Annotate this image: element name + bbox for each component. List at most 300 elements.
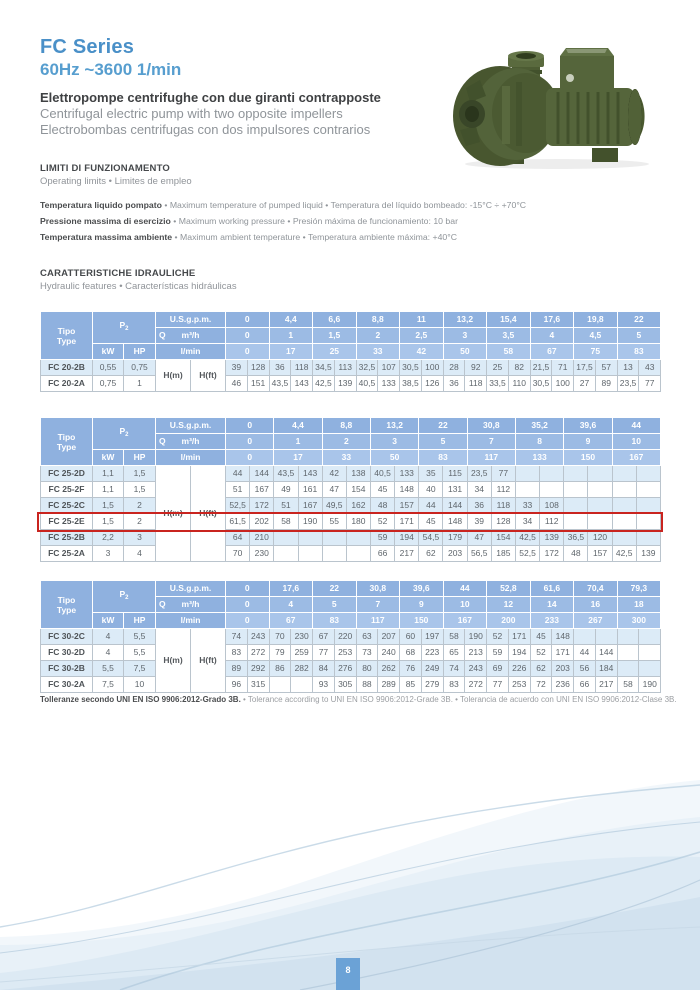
head-value-cell (269, 677, 291, 693)
head-value-cell: 72 (530, 677, 552, 693)
kw-value-cell: 1,1 (93, 482, 124, 498)
description-italian: Elettropompe centrifughe con due giranti contrapposte (40, 90, 381, 105)
kw-value-cell: 0,75 (93, 376, 124, 392)
head-value-cell: 96 (226, 677, 248, 693)
flow-header-gpm: 15,4 (487, 312, 531, 328)
hp-value-cell: 1,5 (124, 466, 156, 482)
flow-header-gpm: 8,8 (356, 312, 400, 328)
p2-header: $P_2$ (93, 312, 156, 344)
head-value-cell: 58 (617, 677, 639, 693)
flow-header-m3h: 7 (467, 434, 515, 450)
head-value-cell: 57 (595, 360, 617, 376)
head-value-cell: 100 (421, 360, 443, 376)
flow-header-gpm: 61,6 (530, 581, 574, 597)
head-value-cell (588, 482, 612, 498)
kw-header: kW (93, 344, 124, 360)
head-value-cell: 139 (636, 546, 660, 562)
head-value-cell (322, 530, 346, 546)
hp-header: HP (124, 613, 156, 629)
q-flow-label: Q (159, 436, 166, 446)
head-value-cell: 161 (298, 482, 322, 498)
head-value-cell: 89 (595, 376, 617, 392)
head-value-cell: 154 (346, 482, 370, 498)
head-value-cell: 190 (298, 514, 322, 530)
kw-value-cell: 0,55 (93, 360, 124, 376)
head-value-cell: 107 (378, 360, 400, 376)
head-value-cell: 108 (540, 498, 564, 514)
lmin-unit-label: l/min (156, 344, 226, 360)
head-value-cell: 203 (552, 661, 574, 677)
head-value-cell: 39 (226, 360, 248, 376)
flow-header-gpm: 44 (612, 418, 660, 434)
head-value-cell: 167 (250, 482, 274, 498)
head-value-cell: 30,5 (530, 376, 552, 392)
head-value-cell: 36,5 (564, 530, 588, 546)
head-value-cell: 279 (421, 677, 443, 693)
head-value-cell: 49,5 (322, 498, 346, 514)
head-value-cell: 151 (247, 376, 269, 392)
flow-header-gpm: 4,4 (274, 418, 322, 434)
head-value-cell: 190 (465, 629, 487, 645)
head-value-cell: 213 (465, 645, 487, 661)
head-value-cell: 249 (421, 661, 443, 677)
tolerance-footnote: Tolleranze secondo UNI EN ISO 9906:2012-Grado 3B. • Tolerance according to UNI EN ISO 9906:2012-Grade 3B. • Tolerancia de acuerdo con UNI EN ISO 9906:2012-Clase 3B. (40, 695, 677, 704)
head-value-cell: 172 (540, 546, 564, 562)
head-value-cell: 226 (508, 661, 530, 677)
flow-header-m3h: 1 (269, 328, 313, 344)
head-value-cell: 243 (465, 661, 487, 677)
kw-value-cell: 4 (93, 629, 124, 645)
head-value-cell (322, 546, 346, 562)
head-value-cell: 58 (443, 629, 465, 645)
flow-header-lmin: 167 (443, 613, 487, 629)
flow-header-lmin: 75 (574, 344, 618, 360)
limits-title: LIMITI DI FUNZIONAMENTO (40, 163, 171, 174)
head-value-cell: 43,5 (274, 466, 298, 482)
head-value-cell: 34,5 (313, 360, 335, 376)
flow-header-m3h: 14 (530, 597, 574, 613)
head-value-cell (540, 482, 564, 498)
head-value-cell: 143 (291, 376, 313, 392)
p2-header: $P_2$ (93, 581, 156, 613)
head-feet-label: H(ft) (191, 466, 226, 562)
flow-header-gpm: 79,3 (617, 581, 661, 597)
flow-header-lmin: 50 (443, 344, 487, 360)
head-value-cell: 86 (269, 661, 291, 677)
head-value-cell: 73 (356, 645, 378, 661)
kw-header: kW (93, 450, 124, 466)
m3h-unit-label: Q m³/h (156, 328, 226, 344)
head-value-cell (639, 629, 661, 645)
head-value-cell (274, 546, 298, 562)
flow-header-m3h: 3 (371, 434, 419, 450)
head-value-cell: 69 (487, 661, 509, 677)
hydraulic-title: CARATTERISTICHE IDRAULICHE (40, 268, 196, 279)
head-value-cell: 110 (508, 376, 530, 392)
head-value-cell: 43 (639, 360, 661, 376)
lmin-unit-label: l/min (156, 613, 226, 629)
head-value-cell: 194 (395, 530, 419, 546)
head-value-cell: 23,5 (467, 466, 491, 482)
flow-header-lmin: 67 (269, 613, 313, 629)
flow-header-lmin: 83 (617, 344, 661, 360)
head-value-cell (636, 514, 660, 530)
head-value-cell: 167 (298, 498, 322, 514)
head-value-cell: 118 (491, 498, 515, 514)
head-value-cell: 25 (487, 360, 509, 376)
p2-header: $P_2$ (93, 418, 156, 450)
head-value-cell: 154 (491, 530, 515, 546)
limit-line: Pressione massima di esercizio • Maximum working pressure • Presión máxima de funcionamiento: 10 bar (40, 216, 458, 226)
flow-header-gpm: 19,8 (574, 312, 618, 328)
head-value-cell: 47 (322, 482, 346, 498)
flow-header-m3h: 10 (443, 597, 487, 613)
head-value-cell: 59 (371, 530, 395, 546)
head-value-cell (617, 661, 639, 677)
head-value-cell: 305 (334, 677, 356, 693)
head-value-cell: 162 (346, 498, 370, 514)
hp-header: HP (124, 344, 156, 360)
head-value-cell: 148 (552, 629, 574, 645)
flow-header-gpm: 8,8 (322, 418, 370, 434)
flow-header-m3h: 0 (226, 597, 270, 613)
head-value-cell: 202 (250, 514, 274, 530)
tipo-type-header: Tipo Type (41, 312, 93, 360)
flow-header-m3h: 4 (269, 597, 313, 613)
head-value-cell: 262 (378, 661, 400, 677)
head-value-cell: 118 (291, 360, 313, 376)
flow-header-lmin: 83 (313, 613, 357, 629)
head-value-cell: 83 (443, 677, 465, 693)
lmin-unit-label: l/min (156, 450, 226, 466)
kw-value-cell: 2,2 (93, 530, 124, 546)
head-value-cell (636, 498, 660, 514)
flow-header-gpm: 17,6 (530, 312, 574, 328)
head-value-cell: 89 (226, 661, 248, 677)
kw-value-cell: 3 (93, 546, 124, 562)
head-value-cell: 157 (588, 546, 612, 562)
head-value-cell (274, 530, 298, 546)
flow-header-m3h: 10 (612, 434, 660, 450)
hp-value-cell: 1 (124, 376, 156, 392)
head-value-cell: 52,5 (226, 498, 250, 514)
flow-header-lmin: 33 (322, 450, 370, 466)
head-value-cell: 66 (371, 546, 395, 562)
head-value-cell: 40 (419, 482, 443, 498)
tipo-type-header: Tipo Type (41, 581, 93, 629)
head-value-cell (540, 466, 564, 482)
hp-value-cell: 0,75 (124, 360, 156, 376)
flow-header-lmin: 17 (274, 450, 322, 466)
head-value-cell: 21,5 (530, 360, 552, 376)
head-value-cell: 44 (226, 466, 250, 482)
head-value-cell: 126 (421, 376, 443, 392)
head-value-cell: 171 (508, 629, 530, 645)
head-value-cell: 59 (487, 645, 509, 661)
head-value-cell (291, 677, 313, 693)
head-meters-label: H(m) (156, 466, 191, 562)
head-value-cell: 144 (443, 498, 467, 514)
flow-header-lmin: 117 (467, 450, 515, 466)
head-value-cell: 144 (595, 645, 617, 661)
head-value-cell: 184 (595, 661, 617, 677)
flow-header-m3h: 7 (356, 597, 400, 613)
head-value-cell: 217 (395, 546, 419, 562)
flow-header-lmin: 200 (487, 613, 531, 629)
kw-value-cell: 7,5 (93, 677, 124, 693)
head-value-cell: 33 (515, 498, 539, 514)
limits-subtitle: Operating limits • Limites de empleo (40, 176, 192, 187)
hydraulic-features-section (40, 268, 237, 292)
head-value-cell: 35 (419, 466, 443, 482)
limit-line: Temperatura liquido pompato • Maximum temperature of pumped liquid • Temperatura del líquido bombeado: -15°C ÷ +70°C (40, 200, 527, 210)
table-row (41, 661, 661, 677)
flow-header-m3h: 4 (530, 328, 574, 344)
head-value-cell: 138 (346, 466, 370, 482)
flow-header-m3h: 5 (313, 597, 357, 613)
head-value-cell (636, 466, 660, 482)
head-value-cell: 171 (395, 514, 419, 530)
head-value-cell: 36 (443, 376, 465, 392)
flow-header-m3h: 2,5 (400, 328, 444, 344)
description-spanish: Electrobombas centrifugas con dos impulsores contrarios (40, 122, 371, 137)
kw-header: kW (93, 613, 124, 629)
head-value-cell (636, 482, 660, 498)
head-value-cell: 52 (487, 629, 509, 645)
flow-header-lmin: 267 (574, 613, 618, 629)
head-value-cell: 77 (313, 645, 335, 661)
head-value-cell: 49 (274, 482, 298, 498)
flow-header-lmin: 133 (515, 450, 563, 466)
head-value-cell: 68 (400, 645, 422, 661)
hydraulic-table-fc30 (40, 580, 661, 693)
head-value-cell: 33,5 (487, 376, 509, 392)
kw-value-cell: 5,5 (93, 661, 124, 677)
operating-limits-section (40, 163, 192, 187)
head-value-cell: 42,5 (612, 546, 636, 562)
pump-model-cell: FC 20-2A (41, 376, 93, 392)
head-value-cell: 276 (334, 661, 356, 677)
head-value-cell: 17,5 (574, 360, 596, 376)
head-value-cell: 112 (491, 482, 515, 498)
head-value-cell: 203 (443, 546, 467, 562)
flow-header-lmin: 0 (226, 450, 274, 466)
head-value-cell: 32,5 (356, 360, 378, 376)
head-value-cell (588, 498, 612, 514)
flow-header-m3h: 5 (617, 328, 661, 344)
head-value-cell (564, 498, 588, 514)
gpm-unit-label: U.S.g.p.m. (156, 418, 226, 434)
flow-header-lmin: 42 (400, 344, 444, 360)
head-meters-label: H(m) (156, 629, 191, 693)
head-value-cell: 144 (250, 466, 274, 482)
head-value-cell (612, 466, 636, 482)
flow-header-m3h: 0 (226, 434, 274, 450)
table-row (41, 360, 661, 376)
head-value-cell: 210 (250, 530, 274, 546)
flow-header-lmin: 150 (564, 450, 612, 466)
head-value-cell: 282 (291, 661, 313, 677)
head-value-cell: 74 (443, 661, 465, 677)
flow-header-m3h: 16 (574, 597, 618, 613)
head-value-cell: 230 (291, 629, 313, 645)
head-value-cell: 40,5 (356, 376, 378, 392)
head-value-cell: 62 (419, 546, 443, 562)
head-value-cell: 84 (313, 661, 335, 677)
head-value-cell (639, 645, 661, 661)
head-value-cell: 143 (298, 466, 322, 482)
flow-header-m3h: 2 (322, 434, 370, 450)
table-row (41, 677, 661, 693)
hp-value-cell: 10 (124, 677, 156, 693)
head-value-cell: 185 (491, 546, 515, 562)
hp-value-cell: 2 (124, 498, 156, 514)
head-value-cell: 55 (322, 514, 346, 530)
kw-value-cell: 4 (93, 645, 124, 661)
head-value-cell (617, 629, 639, 645)
head-value-cell: 80 (356, 661, 378, 677)
head-value-cell: 128 (491, 514, 515, 530)
table-row (41, 376, 661, 392)
head-value-cell: 74 (226, 629, 248, 645)
flow-header-m3h: 9 (564, 434, 612, 450)
flow-header-gpm: 4,4 (269, 312, 313, 328)
flow-header-gpm: 0 (226, 418, 274, 434)
head-value-cell (612, 514, 636, 530)
head-value-cell: 64 (226, 530, 250, 546)
flow-header-m3h: 9 (400, 597, 444, 613)
head-value-cell (515, 466, 539, 482)
head-value-cell: 39 (467, 514, 491, 530)
head-value-cell: 43,5 (269, 376, 291, 392)
hydraulic-subtitle: Hydraulic features • Características hidráulicas (40, 281, 237, 292)
pump-model-cell: FC 30-2A (41, 677, 93, 693)
description-english: Centrifugal electric pump with two opposite impellers (40, 106, 343, 121)
head-value-cell: 139 (334, 376, 356, 392)
head-value-cell: 52 (371, 514, 395, 530)
table-row (41, 530, 661, 546)
pump-model-cell: FC 25-2D (41, 466, 93, 482)
flow-header-gpm: 39,6 (564, 418, 612, 434)
head-value-cell: 139 (540, 530, 564, 546)
head-value-cell: 38,5 (400, 376, 422, 392)
pump-model-cell: FC 30-2C (41, 629, 93, 645)
flow-header-m3h: 4,5 (574, 328, 618, 344)
head-value-cell: 52 (530, 645, 552, 661)
head-value-cell: 292 (247, 661, 269, 677)
kw-value-cell: 1,1 (93, 466, 124, 482)
head-value-cell: 83 (226, 645, 248, 661)
head-value-cell: 180 (346, 514, 370, 530)
pump-model-cell: FC 25-2E (41, 514, 93, 530)
head-value-cell (595, 629, 617, 645)
m3h-unit-label: Q m³/h (156, 597, 226, 613)
limits-lines (40, 197, 526, 245)
head-value-cell: 272 (247, 645, 269, 661)
head-value-cell: 36 (269, 360, 291, 376)
head-value-cell: 172 (250, 498, 274, 514)
flow-header-lmin: 0 (226, 344, 270, 360)
flow-header-lmin: 150 (400, 613, 444, 629)
flow-header-lmin: 83 (419, 450, 467, 466)
head-value-cell: 46 (226, 376, 248, 392)
head-value-cell: 44 (574, 645, 596, 661)
head-value-cell: 70 (226, 546, 250, 562)
head-value-cell: 40,5 (371, 466, 395, 482)
head-value-cell: 92 (465, 360, 487, 376)
head-value-cell (298, 546, 322, 562)
page-title: FC Series (40, 36, 135, 58)
head-value-cell: 23,5 (617, 376, 639, 392)
head-value-cell: 253 (334, 645, 356, 661)
flow-header-gpm: 39,6 (400, 581, 444, 597)
flow-header-gpm: 22 (419, 418, 467, 434)
head-value-cell (564, 514, 588, 530)
head-value-cell (346, 546, 370, 562)
head-value-cell: 88 (356, 677, 378, 693)
flow-header-gpm: 35,2 (515, 418, 563, 434)
flow-header-m3h: 0 (226, 328, 270, 344)
head-value-cell: 115 (443, 466, 467, 482)
head-value-cell (612, 482, 636, 498)
head-value-cell: 82 (508, 360, 530, 376)
head-value-cell: 65 (443, 645, 465, 661)
head-value-cell: 54,5 (419, 530, 443, 546)
head-value-cell: 51 (274, 498, 298, 514)
hydraulic-table-fc20 (40, 311, 661, 392)
head-value-cell: 128 (247, 360, 269, 376)
head-value-cell: 60 (400, 629, 422, 645)
flow-header-lmin: 25 (313, 344, 357, 360)
table-row (41, 645, 661, 661)
head-feet-label: H(ft) (191, 360, 226, 392)
head-value-cell: 113 (334, 360, 356, 376)
head-value-cell: 133 (378, 376, 400, 392)
head-value-cell: 67 (313, 629, 335, 645)
head-value-cell: 272 (465, 677, 487, 693)
head-value-cell (588, 466, 612, 482)
flow-header-lmin: 67 (530, 344, 574, 360)
head-value-cell: 44 (419, 498, 443, 514)
page-number-badge: 8 (336, 958, 360, 990)
head-value-cell: 131 (443, 482, 467, 498)
head-value-cell: 77 (487, 677, 509, 693)
head-value-cell: 58 (274, 514, 298, 530)
hp-value-cell: 5,5 (124, 629, 156, 645)
hp-value-cell: 5,5 (124, 645, 156, 661)
pump-model-cell: FC 25-2A (41, 546, 93, 562)
head-value-cell: 71 (552, 360, 574, 376)
tipo-type-header: Tipo Type (41, 418, 93, 466)
flow-header-lmin: 300 (617, 613, 661, 629)
flow-header-gpm: 13,2 (371, 418, 419, 434)
head-value-cell: 194 (508, 645, 530, 661)
table-row (41, 546, 661, 562)
flow-header-lmin: 167 (612, 450, 660, 466)
table-row (41, 466, 661, 482)
head-meters-label: H(m) (156, 360, 191, 392)
head-value-cell: 70 (269, 629, 291, 645)
head-value-cell (639, 661, 661, 677)
hp-value-cell: 4 (124, 546, 156, 562)
table-row (41, 482, 661, 498)
flow-header-m3h: 12 (487, 597, 531, 613)
head-value-cell: 85 (400, 677, 422, 693)
head-value-cell: 190 (639, 677, 661, 693)
head-value-cell: 197 (421, 629, 443, 645)
flow-header-gpm: 70,4 (574, 581, 618, 597)
head-value-cell: 220 (334, 629, 356, 645)
